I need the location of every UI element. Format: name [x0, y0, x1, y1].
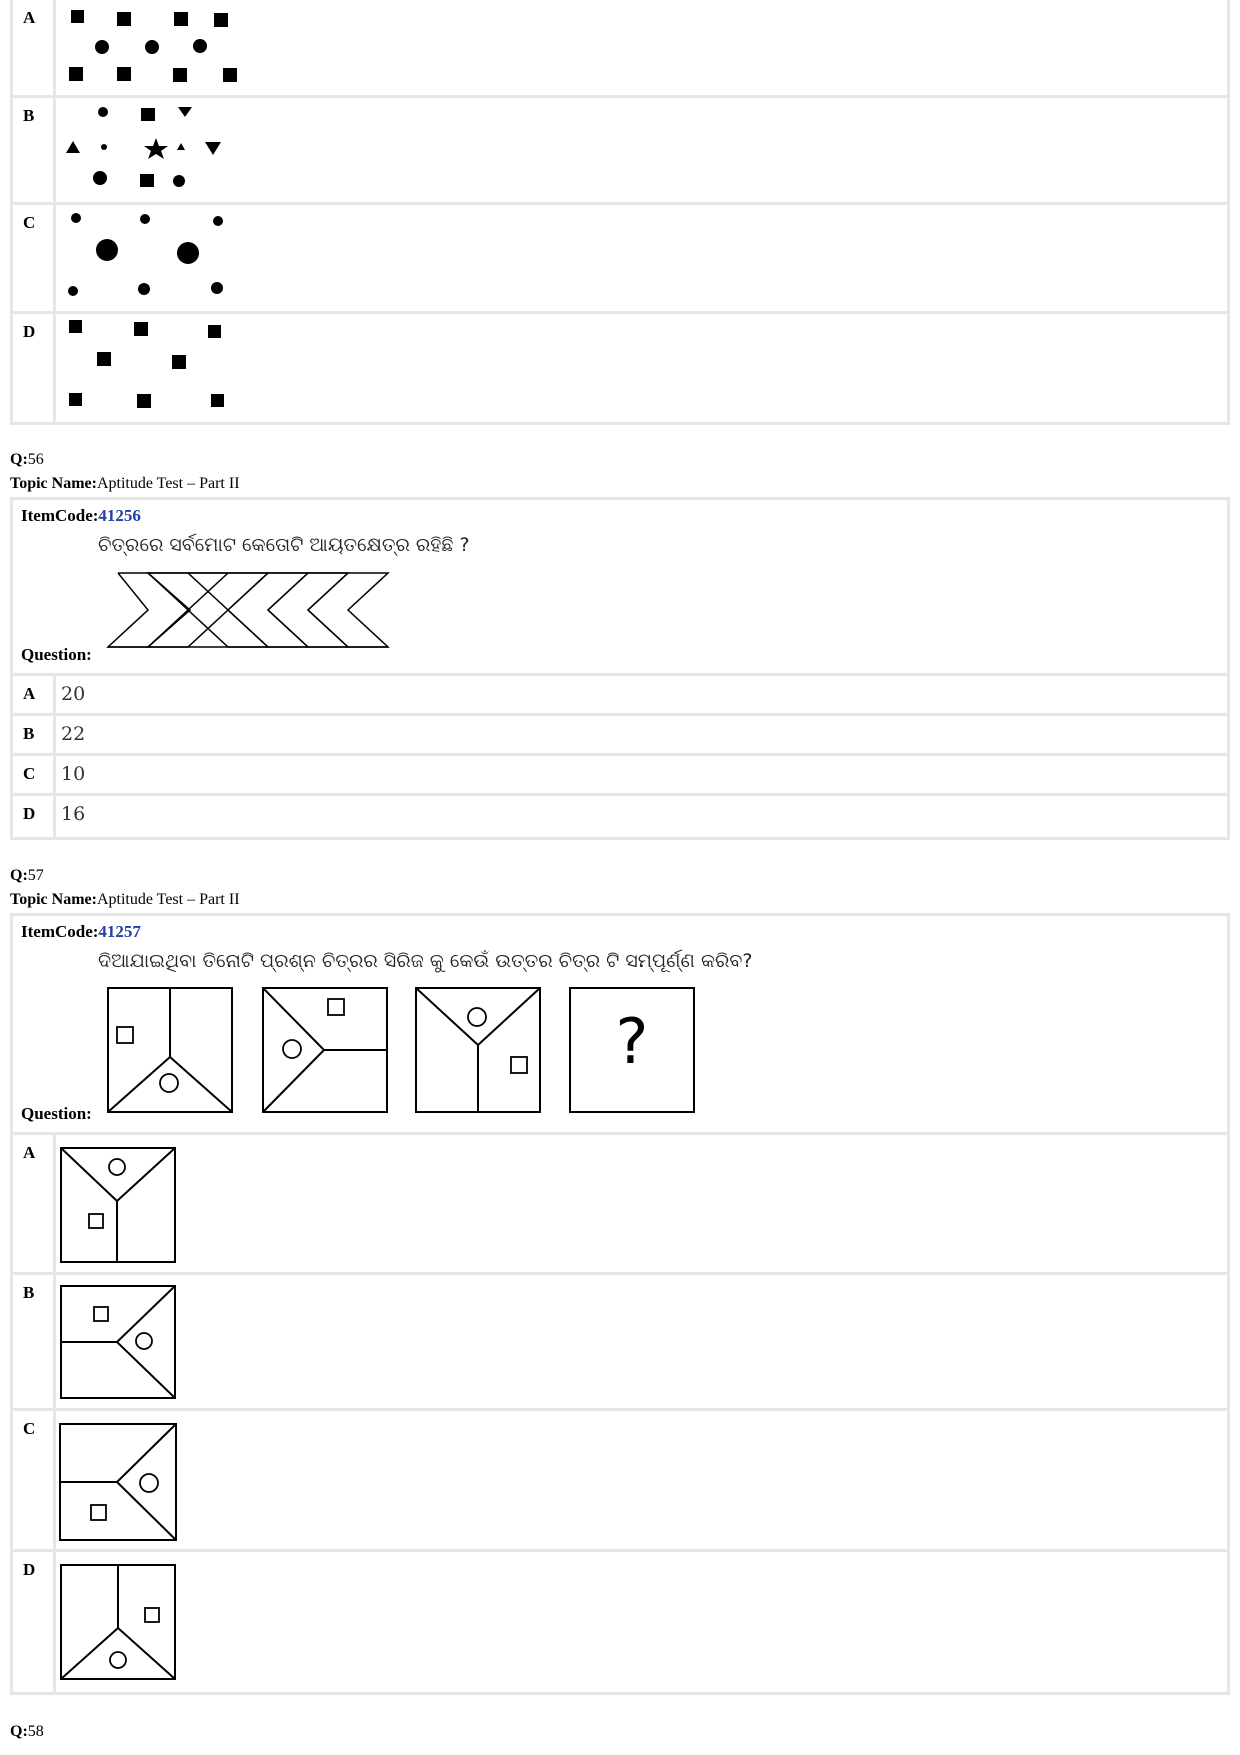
q57-itemcode: ItemCode:41257 — [21, 922, 141, 941]
q55-option-c[interactable] — [13, 205, 1227, 314]
answer-figure-d-icon — [60, 1564, 176, 1680]
q57-question-box — [10, 913, 1230, 1135]
q56-option-d[interactable] — [13, 796, 1227, 837]
q56-itemcode: ItemCode:41256 — [21, 506, 141, 525]
option-letter: B — [13, 716, 56, 753]
q55-option-b[interactable] — [13, 98, 1227, 205]
q56-question-label: Question: — [21, 645, 92, 664]
option-letter: C — [13, 756, 56, 793]
question-figure-2-icon — [262, 987, 388, 1113]
q55-options — [10, 0, 1230, 425]
q57-option-a[interactable] — [13, 1135, 1227, 1275]
q58-number: Q:58 — [10, 1723, 44, 1740]
q56-question-text: ଚିତ୍ରରେ ସର୍ବମୋଟ କେତୋଟି ଆୟତକ୍ଷେତ୍ର ରହିଛି ? — [98, 534, 470, 556]
option-letter: D — [13, 796, 56, 837]
q57-question-text: ଦିଆଯାଇଥିବା ତିନୋଟି ପ୍ରଶ୍ନ ଚିତ୍ରର ସିରିଜ କୁ କେଉଁ ଉତ୍ତର ଚିତ୍ର ଟି ସମ୍ପୂର୍ଣ୍ଣ କରିବ? — [98, 950, 753, 972]
option-letter: A — [13, 676, 56, 713]
option-letter: D — [13, 314, 56, 425]
q56-options — [10, 673, 1230, 840]
q56-topic: Topic Name:Aptitude Test – Part II — [10, 475, 240, 492]
q57-options — [10, 1132, 1230, 1695]
option-letter: B — [13, 98, 56, 202]
option-letter: A — [13, 1135, 56, 1272]
q57-option-d[interactable] — [13, 1552, 1227, 1692]
option-letter: C — [13, 1411, 56, 1549]
question-figure-1-icon — [107, 987, 233, 1113]
q55-option-d[interactable] — [13, 314, 1227, 425]
option-value: 20 — [61, 683, 86, 705]
answer-figure-a-icon — [60, 1147, 176, 1263]
question-mark-icon: ? — [615, 1005, 649, 1078]
q55-option-a[interactable] — [13, 0, 1227, 98]
q57-question-label: Question: — [21, 1104, 92, 1123]
q57-topic: Topic Name:Aptitude Test – Part II — [10, 891, 240, 908]
option-value: 10 — [61, 763, 86, 785]
option-letter: D — [13, 1552, 56, 1692]
q56-option-b[interactable] — [13, 716, 1227, 756]
q56-number: Q:56 — [10, 451, 44, 468]
mixed-shapes-pattern-icon — [57, 98, 257, 205]
option-value: 16 — [61, 803, 86, 825]
answer-figure-b-icon — [60, 1285, 176, 1399]
question-figure-3-icon — [415, 987, 541, 1113]
q57-option-c[interactable] — [13, 1411, 1227, 1552]
option-letter: B — [13, 1275, 56, 1408]
q56-option-c[interactable] — [13, 756, 1227, 796]
q57-number: Q:57 — [10, 867, 44, 884]
option-letter: A — [13, 0, 56, 95]
answer-figure-c-icon — [59, 1423, 177, 1541]
squares-and-dots-pattern-icon — [57, 0, 257, 98]
dots-pattern-icon — [57, 205, 257, 314]
squares-pattern-icon — [57, 314, 257, 425]
q56-question-box — [10, 497, 1230, 676]
chevron-rectangles-figure-icon — [108, 573, 398, 673]
q57-option-b[interactable] — [13, 1275, 1227, 1411]
option-value: 22 — [61, 723, 86, 745]
option-letter: C — [13, 205, 56, 311]
missing-figure-box — [569, 987, 695, 1113]
q56-option-a[interactable] — [13, 676, 1227, 716]
